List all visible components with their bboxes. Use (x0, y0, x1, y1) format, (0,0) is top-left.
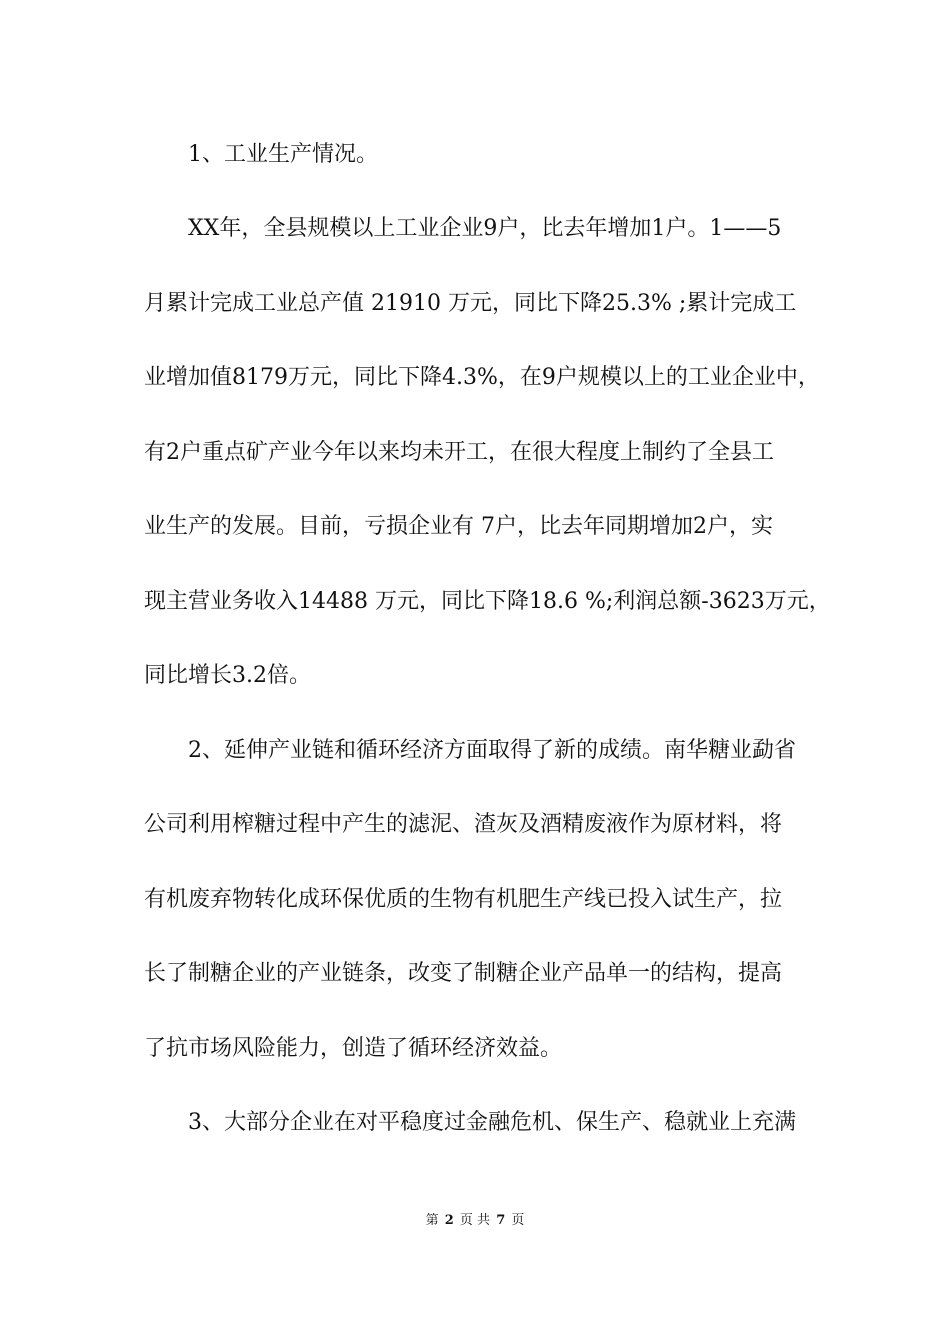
footer-suffix: 页 (511, 1213, 525, 1228)
total-pages-number: 7 (496, 1213, 506, 1228)
footer-prefix: 第 (425, 1213, 439, 1228)
page-footer (0, 1212, 950, 1230)
paragraph-1-line-7: 同比增长3.2倍。 (144, 663, 311, 688)
paragraph-2-line-3: 有机废弃物转化成环保优质的生物有机肥生产线已投入试生产，拉 (144, 887, 783, 912)
paragraph-2-line-2: 公司利用榨糖过程中产生的滤泥、渣灰及酒精废液作为原材料，将 (144, 812, 783, 837)
paragraph-1-line-3: 业增加值8179万元，同比下降4.3%，在9户规模以上的工业企业中， (144, 365, 820, 390)
paragraph-1-line-1: XX年，全县规模以上工业企业9户，比去年增加1户。1——5 (188, 216, 782, 241)
paragraph-2-line-1: 2、延伸产业链和循环经济方面取得了新的成绩。南华糖业勐省 (188, 738, 796, 763)
paragraph-3-line-1: 3、大部分企业在对平稳度过金融危机、保生产、稳就业上充满 (188, 1110, 796, 1135)
paragraph-1-line-6: 现主营业务收入14488 万元，同比下降18.6 %;利润总额-3623万元， (144, 589, 831, 614)
paragraph-2-line-4: 长了制糖企业的产业链条，改变了制糖企业产品单一的结构，提高 (144, 961, 783, 986)
paragraph-2-line-5: 了抗市场风险能力，创造了循环经济效益。 (144, 1036, 563, 1061)
section-heading-1: 1、工业生产情况。 (188, 142, 378, 167)
current-page-number: 2 (444, 1213, 454, 1228)
paragraph-1-line-4: 有2户重点矿产业今年以来均未开工，在很大程度上制约了全县工 (144, 440, 774, 465)
footer-middle: 页 共 (459, 1213, 491, 1228)
paragraph-1-line-5: 业生产的发展。目前，亏损企业有 7户，比去年同期增加2户，实 (144, 514, 773, 539)
paragraph-1-line-2: 月累计完成工业总产值 21910 万元，同比下降25.3% ;累计完成工 (144, 291, 797, 316)
